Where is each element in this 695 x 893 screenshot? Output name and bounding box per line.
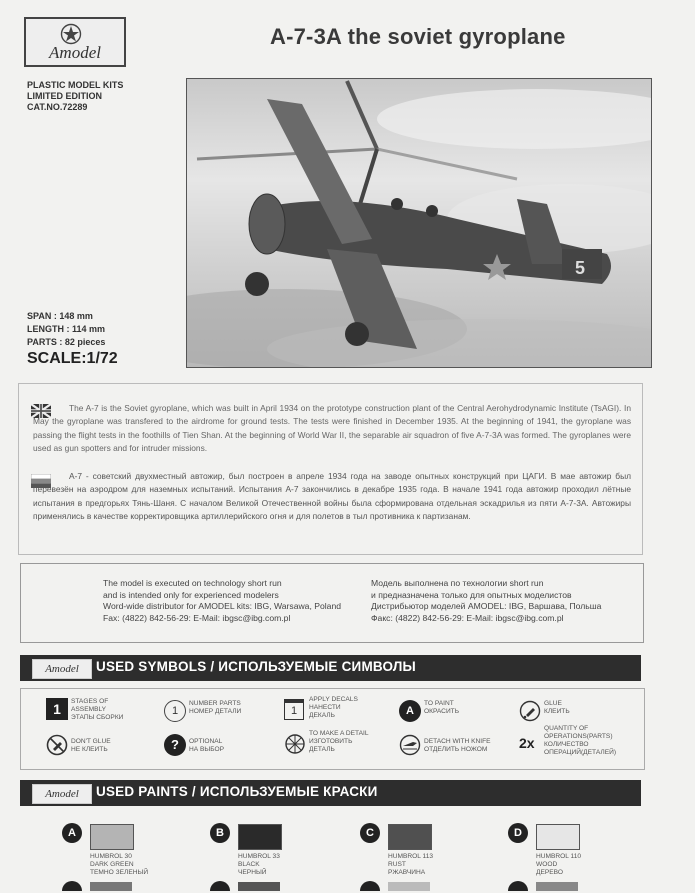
optional-icon: ? bbox=[164, 734, 186, 756]
info-line: The model is executed on technology short run bbox=[103, 578, 282, 588]
paint-label: ДЕРЕВО bbox=[536, 869, 563, 877]
description-line: был перевезён на аэродром для наземных испытаний. Испытания А-7 закончились в декабре 1935 года. В начале 1941 года автожир bbox=[33, 471, 631, 495]
symbol-label: NUMBER PARTS bbox=[189, 700, 241, 707]
amodel-logo bbox=[24, 17, 126, 67]
symbol-label: DETACH WITH KNIFE bbox=[424, 738, 491, 745]
brand-name: Amodel bbox=[49, 43, 101, 62]
paint-b bbox=[210, 823, 350, 893]
symbol-label: НАНЕСТИ bbox=[309, 704, 341, 711]
gyroplane-drawing bbox=[187, 79, 651, 367]
paint-letter-badge: D bbox=[508, 823, 528, 843]
paint-label: ЧЕРНЫЙ bbox=[238, 869, 267, 877]
kit-info-line: PLASTIC MODEL KITS bbox=[27, 80, 124, 90]
used-paints-header bbox=[20, 780, 641, 806]
symbol-label: НЕ КЛЕИТЬ bbox=[71, 746, 108, 753]
symbol-label: STAGES OF bbox=[71, 698, 109, 705]
kit-specs bbox=[27, 310, 105, 349]
symbol-label: ДЕКАЛЬ bbox=[309, 712, 335, 719]
info-line: Модель выполнена по технологии short run bbox=[371, 578, 544, 588]
paint-label: HUMBROL 113 bbox=[388, 853, 434, 860]
paint-icon: A bbox=[399, 700, 421, 722]
kit-info-line: LIMITED EDITION bbox=[27, 91, 102, 101]
symbol-label: КЛЕИТЬ bbox=[544, 708, 570, 715]
paint-swatch bbox=[388, 824, 432, 850]
knife-icon bbox=[399, 734, 421, 756]
symbol-label: QUANTITY OF bbox=[544, 725, 589, 732]
quantity-icon: 2x bbox=[519, 735, 535, 751]
paint-label: HUMBROL 33 bbox=[238, 853, 280, 860]
catalog-number: CAT.NO.72289 bbox=[27, 102, 88, 112]
box-art-illustration bbox=[186, 78, 652, 368]
symbol-label: КОЛИЧЕСТВО bbox=[544, 741, 589, 748]
detail-icon bbox=[284, 733, 306, 755]
symbol-label: ОТДЕЛИТЬ НОЖОМ bbox=[424, 746, 488, 753]
paint-letter-badge: B bbox=[210, 823, 230, 843]
symbol-label: ОПЕРАЦИЙ(ДЕТАЛЕЙ) bbox=[544, 749, 617, 756]
paint-label: HUMBROL 110 bbox=[536, 853, 582, 860]
paint-letter-badge: A bbox=[62, 823, 82, 843]
paint-swatch-cut bbox=[536, 882, 578, 891]
span-spec: SPAN : 148 mm bbox=[27, 311, 93, 321]
paint-swatch bbox=[238, 824, 282, 850]
paint-label: WOOD bbox=[536, 861, 558, 869]
english-description bbox=[33, 402, 631, 456]
description-line: эскадрилья из пяти А-7-3А. Автожиры применялись в качестве корректировщика артиллерийского огня и для полетов в тыл bbox=[33, 497, 631, 522]
description-line: А-7 - советский двухместный автожир, был построен в апреле 1934 года на заводе опытных конструкций при ЦАГИ. В мае автожир bbox=[69, 471, 612, 481]
used-symbols-header bbox=[20, 655, 641, 681]
paint-swatch-cut bbox=[90, 882, 132, 891]
paint-label: BLACK bbox=[238, 861, 260, 869]
symbol-label: НА ВЫБОР bbox=[189, 746, 225, 753]
info-line: и предназначена только для опытных моделистов bbox=[371, 589, 572, 600]
symbol-label: TO PAINT bbox=[424, 700, 454, 707]
parts-spec: PARTS : 82 pieces bbox=[27, 337, 106, 347]
paint-swatch bbox=[90, 824, 134, 850]
description-line: five A-7-3A was formed. The gyroplanes were used as gun spotters and for intruder missions. bbox=[33, 429, 631, 454]
symbol-label: GLUE bbox=[544, 700, 562, 707]
paint-a bbox=[62, 823, 202, 893]
symbol-label: ОКРАСИТЬ bbox=[424, 708, 460, 715]
paint-label: RUST bbox=[388, 861, 406, 869]
paint-swatch-cut bbox=[388, 882, 430, 891]
paint-swatch-cut bbox=[238, 882, 280, 891]
mini-logo: Amodel bbox=[32, 659, 92, 679]
scale-label: SCALE:1/72 bbox=[27, 350, 118, 367]
info-english bbox=[103, 578, 341, 624]
distributor-info-box bbox=[20, 563, 644, 643]
symbol-label: APPLY DECALS bbox=[309, 696, 358, 703]
paint-d bbox=[508, 823, 648, 893]
paint-c bbox=[360, 823, 500, 893]
paint-letter-badge: C bbox=[360, 823, 380, 843]
paint-label: HUMBROL 30 bbox=[90, 853, 132, 860]
symbols-legend bbox=[20, 688, 645, 770]
symbol-label: OPTIONAL bbox=[189, 738, 223, 745]
section-title: USED SYMBOLS / ИСПОЛЬЗУЕМЫЕ СИМВОЛЫ bbox=[96, 659, 416, 674]
symbol-label: НОМЕР ДЕТАЛИ bbox=[189, 708, 242, 715]
description-line: (TsAGI). In May the gyroplane was transfered to the airdrome for ground tests. The tests were finished in December 1935. At the beginning of bbox=[33, 403, 631, 427]
mini-logo: Amodel bbox=[32, 784, 92, 804]
symbol-label: DON'T GLUE bbox=[71, 738, 111, 745]
page-title: A-7-3A the soviet gyroplane bbox=[270, 24, 566, 49]
paint-label: РЖАВЧИНА bbox=[388, 869, 426, 877]
stage-number-icon: 1 bbox=[46, 698, 68, 720]
info-russian bbox=[371, 578, 601, 624]
paints-legend bbox=[20, 818, 643, 891]
symbol-label: ASSEMBLY bbox=[71, 706, 107, 713]
description-line: The A-7 is the Soviet gyroplane, which was built in April 1934 on the prototype construction plant of the Central Aerohydrodynamic Institute bbox=[69, 403, 589, 413]
description-line: 1941, the gyroplane was passing the flight tests in the foothills of Tien Shan. At the beginning of World War II, the separable air squadron of bbox=[33, 416, 632, 440]
star-emblem-icon bbox=[60, 23, 82, 45]
info-line: Word-wide distributor for AMODEL kits: IBG, Warsawa, Poland bbox=[103, 601, 341, 612]
description-box bbox=[18, 383, 643, 555]
decal-icon: 1 bbox=[284, 699, 304, 720]
paint-label: ТЕМНО ЗЕЛЕНЫЙ bbox=[90, 869, 149, 877]
paint-swatch bbox=[536, 824, 580, 850]
description-line: противника к партизанам. bbox=[369, 511, 471, 522]
info-line: and is intended only for experienced modelers bbox=[103, 589, 279, 600]
paint-label: DARK GREEN bbox=[90, 861, 134, 869]
part-number-icon: 1 bbox=[164, 700, 186, 722]
info-line: Fax: (4822) 842-56-29: E-Mail: ibgsc@ibg.com.pl bbox=[103, 612, 291, 623]
section-title: USED PAINTS / ИСПОЛЬЗУЕМЫЕ КРАСКИ bbox=[96, 784, 378, 799]
svg-text:5: 5 bbox=[575, 258, 586, 278]
russian-description bbox=[33, 470, 631, 524]
symbol-label: OPERATIONS(PARTS) bbox=[544, 733, 613, 740]
symbol-label: ЭТАПЫ СБОРКИ bbox=[71, 714, 124, 721]
description-line: проходил лётные испытания в предгорьях Тянь-Шаня. С началом Великой Отечественной войны была сформирована отдельная bbox=[33, 484, 631, 508]
symbol-label: ИЗГОТОВИТЬ bbox=[309, 738, 353, 745]
symbol-label: ДЕТАЛЬ bbox=[309, 746, 335, 753]
length-spec: LENGTH : 114 mm bbox=[27, 324, 106, 334]
no-glue-icon bbox=[46, 734, 68, 756]
kit-info bbox=[27, 80, 123, 113]
glue-icon bbox=[519, 700, 541, 722]
symbol-label: TO MAKE A DETAIL bbox=[309, 730, 369, 737]
info-line: Факс: (4822) 842-56-29: E-Mail: ibgsc@ibg.com.pl bbox=[371, 612, 564, 623]
info-line: Дистрибьютор моделей AMODEL: IBG, Варшава, Польша bbox=[371, 601, 602, 612]
